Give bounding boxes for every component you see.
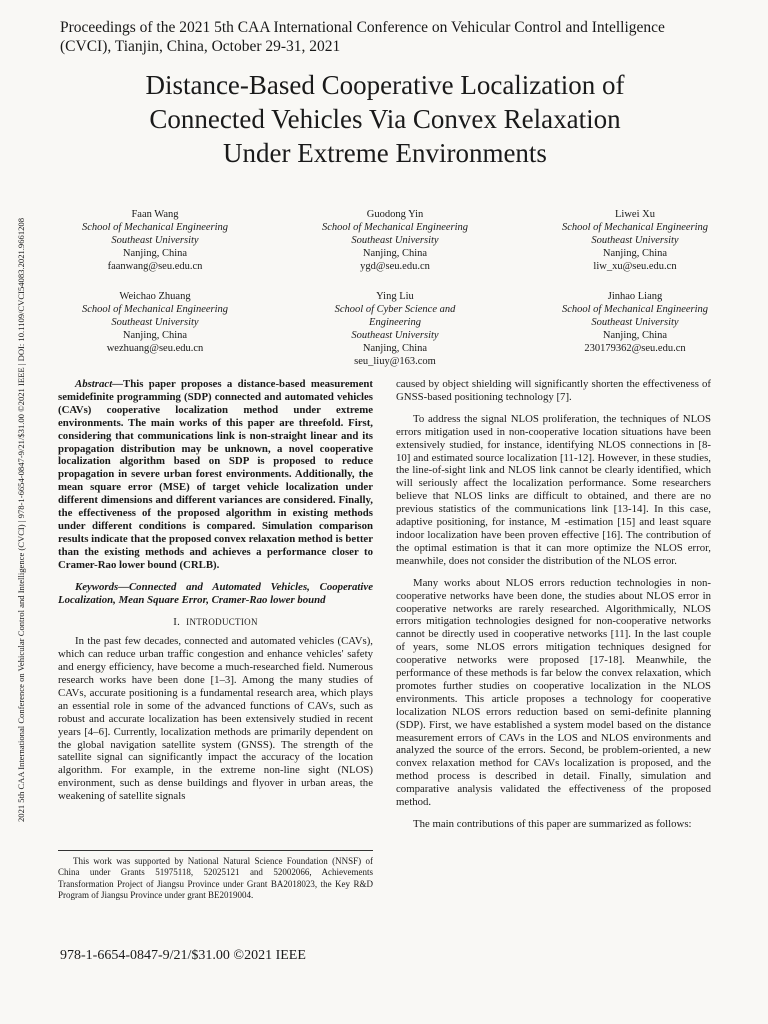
section-number: I.: [173, 616, 181, 629]
abstract-text: This paper proposes a distance-based measurement semidefinite programming (SDP) connected and automated vehicles (CAVs) cooperative localization method under extreme environments. The main works of this paper are threefold. First, considering that communications link is non-straight linear and its propagation distribution may be unknown, a novel cooperative localization algorithm based on SDP is proposed to reduce propagation in severe urban forest environments. Additionally, the mean square error (MSE) of target vehicle localization under different dimensions and different variances are considered. Finally, the effectiveness of the proposed algorithm in existing methods under different conditions is compared. Simulation comparison results indicate that the proposed convex relaxation method is better than the existing methods and achieves a performance closer to Cramer-Rao lower bound (CRLB).: [58, 378, 373, 571]
author-city: Nanjing, China: [122, 330, 188, 341]
author-affiliation: School of Mechanical Engineering: [561, 222, 709, 233]
author-affiliation: School of Mechanical Engineering: [561, 304, 709, 315]
intro-paragraph-1: In the past few decades, connected and automated vehicles (CAVs), which can reduce urban traffic congestion and enhance vehicles' safety and energy efficiency, have become a much-researched field. Numerous research works have been done [1–3]. Among the many studies of CAVs, accurate positioning is a fundamental research area, which plays an essential role in some of the advanced functions of CAVs, such as robust and accurate localization has been extensively studied in recent years [4–6]. Currently, localization methods are primarily dependent on the global navigation satellite system (GNSS). The strength of the satellite signal can significantly impact the accuracy of the location algorithm. For example, in the extreme non-line sight (NLOS) environment, such as dense buildings and flyover in urban areas, the weakening of satellite signals: [58, 635, 373, 803]
author-ying-liu: [280, 290, 510, 368]
author-affiliation: School of Cyber Science and: [334, 304, 456, 315]
funding-footnote: [58, 850, 373, 901]
title-line-1: Distance-Based Cooperative Localization of: [145, 70, 625, 100]
continued-paragraph: caused by object shielding will significantly shorten the effectiveness of GNSS-based positioning technology [7].: [396, 378, 711, 403]
author-university: Southeast University: [111, 317, 199, 328]
author-email: 230179362@seu.edu.cn: [584, 343, 686, 354]
keywords: Keywords—Connected and Automated Vehicles, Cooperative Localization, Mean Square Error, Cramer-Rao lower bound: [58, 580, 373, 606]
right-column: [396, 378, 711, 831]
author-email: liw_xu@seu.edu.cn: [593, 261, 677, 272]
author-row-1: [40, 208, 750, 273]
author-university: Southeast University: [351, 235, 439, 246]
author-university: Southeast University: [111, 235, 199, 246]
author-email: wezhuang@seu.edu.cn: [106, 343, 204, 354]
doi-sidebar-text: 2021 5th CAA International Conference on Vehicular Control and Intelligence (CVCI) | 978-1-6654-0847-9/21/$31.00 ©2021 IEEE | DOI: 10.1109/CVCI54083.2021.9661208: [16, 217, 26, 823]
paragraph-contributions: The main contributions of this paper are summarized as follows:: [413, 818, 692, 830]
author-email: seu_liuy@163.com: [354, 356, 436, 367]
author-affiliation: School of Mechanical Engineering: [321, 222, 469, 233]
title-line-2: Connected Vehicles Via Convex Relaxation: [149, 104, 621, 134]
author-name: Guodong Yin: [366, 209, 424, 220]
author-city: Nanjing, China: [362, 343, 428, 354]
author-weichao-zhuang: [40, 290, 270, 368]
proceedings-header: Proceedings of the 2021 5th CAA International Conference on Vehicular Control and Intelligence (CVCI), Tianjin, China, October 29-31, 2021: [60, 19, 665, 55]
paragraph-nlos-mitigation: To address the signal NLOS proliferation, the techniques of NLOS errors mitigation used in non-cooperative location situations have been extensively studied, for instance, identifying NLOS connections in [8-10] and estimated source localization [11-12]. However, in these studies, the line-of-sight link and NLOS link cannot be clearly identified, which will seriously affect the localization performance. Some researchers believe that NLOS links are difficult to obtained, and there are no previous statistics of the communications link [13-14]. In this case, adaptive positioning, for instance, M -estimation [15] and least square indoor localization have been proven effective [16]. The contribution of the optimal estimation is that it can more optimize the NLOS error, meanwhile, does not consider the distribution of the NLOS error.: [396, 412, 711, 567]
author-name: Ying Liu: [376, 291, 414, 302]
abstract: [58, 378, 373, 572]
title-line-3: Under Extreme Environments: [223, 138, 547, 168]
author-name: Liwei Xu: [615, 209, 655, 220]
author-city: Nanjing, China: [362, 248, 428, 259]
doi-sidebar: [14, 160, 28, 880]
author-liwei-xu: [520, 208, 750, 273]
author-email: faanwang@seu.edu.cn: [107, 261, 203, 272]
author-name: Faan Wang: [131, 209, 179, 220]
footnote-text: This work was supported by National Natural Science Foundation (NNSF) of China under Grants 51975118, 52025121 and 52002066, Achievements Transformation Project of Jiangsu Province under Grant BA2018023, the Key R&D Program of Jiangsu Province under grant BE2019004.: [58, 856, 373, 900]
author-block: [40, 208, 750, 385]
paper-title: [60, 68, 710, 170]
author-name: Weichao Zhuang: [119, 291, 191, 302]
paragraph-cooperative-networks: Many works about NLOS errors reduction technologies in non-cooperative networks have been done, the studies about NLOS error in cooperative networks are rarely researched. Algorithmically, NLOS errors mitigation technologies designed for non-cooperative networks cannot be directly used in cooperative networks [11]. In the last couple of years, some NLOS errors mitigation techniques designed for cooperative networks were proposed [17-18]. Meanwhile, the performance of these methods is far below the convex relaxation, which promotes further studies on cooperative localization in the NLOS environments. This article proposes a technology for cooperative localization NLOS errors reduction based on semi-definite planning (SDP). First, we have established a system model based on the distance measurement errors of CAVs in the LOS and NLOS environments and analyzed the source of the errors. Second, be problem-oriented, a new convex relaxation method for CAVs localization is proposed, and the method process is described in detail. Finally, simulation and comparative analysis validated the effectiveness of the proposed method.: [396, 576, 711, 809]
author-faan-wang: [40, 208, 270, 273]
author-university: Southeast University: [591, 235, 679, 246]
author-affiliation: School of Mechanical Engineering: [81, 304, 229, 315]
section-heading-introduction: [58, 616, 373, 629]
author-university: Southeast University: [591, 317, 679, 328]
author-city: Nanjing, China: [602, 330, 668, 341]
left-column: [58, 378, 373, 803]
author-university: Southeast University: [351, 330, 439, 341]
author-name: Jinhao Liang: [607, 291, 663, 302]
author-city: Nanjing, China: [122, 248, 188, 259]
author-jinhao-liang: [520, 290, 750, 368]
author-city: Nanjing, China: [602, 248, 668, 259]
author-affiliation: School of Mechanical Engineering: [81, 222, 229, 233]
abstract-label: Abstract—: [75, 378, 123, 390]
isbn-copyright: 978-1-6654-0847-9/21/$31.00 ©2021 IEEE: [60, 948, 306, 963]
author-email: ygd@seu.edu.cn: [360, 261, 430, 272]
section-title: INTRODUCTION: [186, 617, 258, 628]
author-guodong-yin: [280, 208, 510, 273]
author-affiliation-cont: Engineering: [369, 317, 421, 328]
author-row-2: [40, 290, 750, 368]
